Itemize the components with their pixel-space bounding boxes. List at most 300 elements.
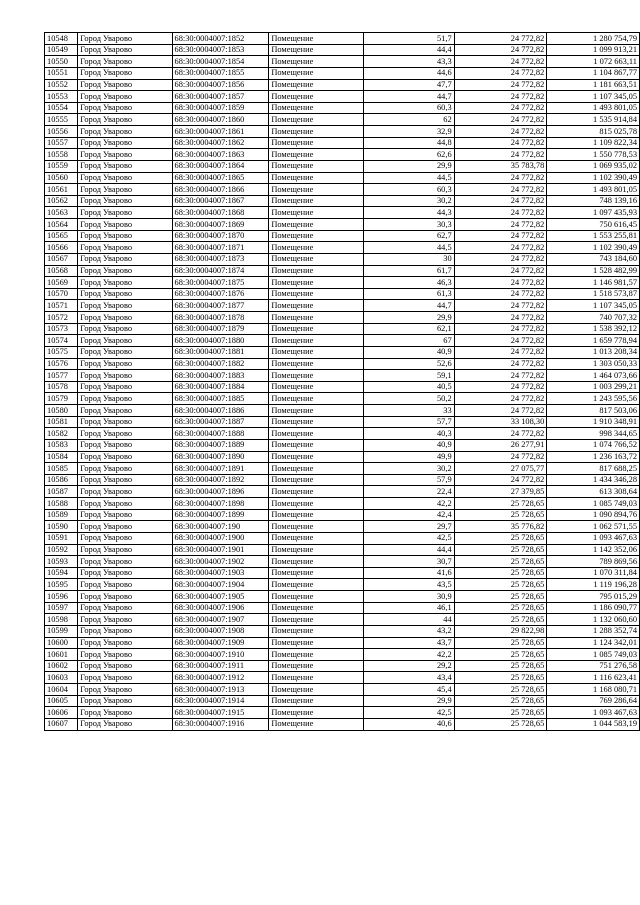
object-type-cell: Помещение [269,579,363,591]
object-type-cell: Помещение [269,33,363,45]
table-row [45,556,640,568]
settlement-cell: Город Уварово [78,370,172,382]
area-cell: 40,3 [363,428,454,440]
cadastral-number-cell: 68:30:0004007:1867 [172,195,269,207]
settlement-cell: Город Уварово [78,637,172,649]
cadastral-number-cell: 68:30:0004007:1854 [172,56,269,68]
row-number-cell: 10553 [45,91,78,103]
specific-value-cell: 24 772,82 [454,102,547,114]
table-row [45,33,640,45]
cadastral-value-cell: 1 142 352,06 [547,544,640,556]
object-type-cell: Помещение [269,160,363,172]
object-type-cell: Помещение [269,521,363,533]
settlement-cell: Город Уварово [78,335,172,347]
object-type-cell: Помещение [269,370,363,382]
specific-value-cell: 25 728,65 [454,660,547,672]
row-number-cell: 10575 [45,346,78,358]
area-cell: 29,9 [363,695,454,707]
row-number-cell: 10607 [45,718,78,730]
area-cell: 42,5 [363,707,454,719]
cadastral-number-cell: 68:30:0004007:1873 [172,253,269,265]
settlement-cell: Город Уварово [78,602,172,614]
specific-value-cell: 24 772,82 [454,67,547,79]
area-cell: 40,9 [363,439,454,451]
cadastral-value-cell: 1 535 914,84 [547,114,640,126]
area-cell: 29,2 [363,660,454,672]
settlement-cell: Город Уварово [78,498,172,510]
cadastral-value-cell: 748 139,16 [547,195,640,207]
specific-value-cell: 25 728,65 [454,498,547,510]
cadastral-value-cell: 1 303 050,33 [547,358,640,370]
cadastral-value-cell: 1 093 467,63 [547,532,640,544]
settlement-cell: Город Уварово [78,405,172,417]
cadastral-value-cell: 1 070 311,84 [547,567,640,579]
object-type-cell: Помещение [269,439,363,451]
row-number-cell: 10587 [45,486,78,498]
settlement-cell: Город Уварово [78,219,172,231]
cadastral-number-cell: 68:30:0004007:1912 [172,672,269,684]
cadastral-value-cell: 817 503,06 [547,405,640,417]
area-cell: 49,9 [363,451,454,463]
object-type-cell: Помещение [269,718,363,730]
cadastral-number-cell: 68:30:0004007:1852 [172,33,269,45]
cadastral-number-cell: 68:30:0004007:1902 [172,556,269,568]
cadastral-number-cell: 68:30:0004007:1889 [172,439,269,451]
table-row [45,67,640,79]
object-type-cell: Помещение [269,474,363,486]
table-row [45,509,640,521]
area-cell: 42,2 [363,498,454,510]
specific-value-cell: 24 772,82 [454,451,547,463]
settlement-cell: Город Уварово [78,625,172,637]
cadastral-value-cell: 1 044 583,19 [547,718,640,730]
table-row [45,602,640,614]
table-row [45,149,640,161]
object-type-cell: Помещение [269,660,363,672]
object-type-cell: Помещение [269,277,363,289]
object-type-cell: Помещение [269,614,363,626]
specific-value-cell: 24 772,82 [454,172,547,184]
specific-value-cell: 24 772,82 [454,44,547,56]
cadastral-value-cell: 1 013 208,34 [547,346,640,358]
settlement-cell: Город Уварово [78,521,172,533]
settlement-cell: Город Уварово [78,126,172,138]
specific-value-cell: 24 772,82 [454,405,547,417]
table-row [45,439,640,451]
cadastral-value-cell: 613 308,64 [547,486,640,498]
row-number-cell: 10551 [45,67,78,79]
cadastral-number-cell: 68:30:0004007:1877 [172,300,269,312]
specific-value-cell: 25 728,65 [454,684,547,696]
specific-value-cell: 35 783,78 [454,160,547,172]
table-row [45,114,640,126]
cadastral-number-cell: 68:30:0004007:1882 [172,358,269,370]
cadastral-value-cell: 1 074 766,52 [547,439,640,451]
area-cell: 30,2 [363,463,454,475]
row-number-cell: 10590 [45,521,78,533]
cadastral-number-cell: 68:30:0004007:1868 [172,207,269,219]
table-row [45,195,640,207]
cadastral-value-cell: 1 124 342,01 [547,637,640,649]
table-row [45,242,640,254]
cadastral-value-cell: 1 280 754,79 [547,33,640,45]
cadastral-number-cell: 68:30:0004007:1860 [172,114,269,126]
cadastral-number-cell: 68:30:0004007:1879 [172,323,269,335]
row-number-cell: 10570 [45,288,78,300]
object-type-cell: Помещение [269,684,363,696]
object-type-cell: Помещение [269,544,363,556]
table-row [45,544,640,556]
table-row [45,253,640,265]
row-number-cell: 10559 [45,160,78,172]
specific-value-cell: 33 108,30 [454,416,547,428]
object-type-cell: Помещение [269,44,363,56]
cadastral-value-cell: 1 243 595,56 [547,393,640,405]
settlement-cell: Город Уварово [78,160,172,172]
object-type-cell: Помещение [269,323,363,335]
cadastral-value-cell: 1 102 390,49 [547,172,640,184]
cadastral-number-cell: 68:30:0004007:1856 [172,79,269,91]
row-number-cell: 10558 [45,149,78,161]
cadastral-value-cell: 1 107 345,05 [547,300,640,312]
specific-value-cell: 24 772,82 [454,207,547,219]
cadastral-number-cell: 68:30:0004007:1880 [172,335,269,347]
settlement-cell: Город Уварово [78,114,172,126]
object-type-cell: Помещение [269,56,363,68]
row-number-cell: 10583 [45,439,78,451]
table-row [45,474,640,486]
row-number-cell: 10561 [45,184,78,196]
table-row [45,428,640,440]
settlement-cell: Город Уварово [78,137,172,149]
cadastral-value-cell: 740 707,32 [547,312,640,324]
cadastral-number-cell: 68:30:0004007:1885 [172,393,269,405]
row-number-cell: 10568 [45,265,78,277]
specific-value-cell: 24 772,82 [454,346,547,358]
object-type-cell: Помещение [269,67,363,79]
cadastral-value-cell: 1 069 935,02 [547,160,640,172]
row-number-cell: 10606 [45,707,78,719]
table-row [45,184,640,196]
cadastral-value-cell: 1 288 352,74 [547,625,640,637]
area-cell: 44,6 [363,67,454,79]
cadastral-value-cell: 1 236 163,72 [547,451,640,463]
cadastral-value-cell: 817 688,25 [547,463,640,475]
row-number-cell: 10586 [45,474,78,486]
settlement-cell: Город Уварово [78,660,172,672]
settlement-cell: Город Уварово [78,451,172,463]
specific-value-cell: 25 728,65 [454,637,547,649]
cadastral-number-cell: 68:30:0004007:1898 [172,498,269,510]
settlement-cell: Город Уварово [78,79,172,91]
object-type-cell: Помещение [269,102,363,114]
cadastral-number-cell: 68:30:0004007:1865 [172,172,269,184]
cadastral-number-cell: 68:30:0004007:1886 [172,405,269,417]
cadastral-value-cell: 1 553 255,81 [547,230,640,242]
table-row [45,532,640,544]
row-number-cell: 10598 [45,614,78,626]
settlement-cell: Город Уварово [78,567,172,579]
object-type-cell: Помещение [269,556,363,568]
table-row [45,684,640,696]
specific-value-cell: 25 728,65 [454,707,547,719]
area-cell: 42,2 [363,649,454,661]
table-row [45,288,640,300]
settlement-cell: Город Уварово [78,323,172,335]
table-row [45,230,640,242]
settlement-cell: Город Уварово [78,288,172,300]
row-number-cell: 10555 [45,114,78,126]
cadastral-value-cell: 1 181 663,51 [547,79,640,91]
settlement-cell: Город Уварово [78,509,172,521]
table-row [45,498,640,510]
table-row [45,160,640,172]
settlement-cell: Город Уварово [78,532,172,544]
cadastral-number-cell: 68:30:0004007:1861 [172,126,269,138]
table-row [45,637,640,649]
object-type-cell: Помещение [269,172,363,184]
settlement-cell: Город Уварово [78,300,172,312]
cadastral-number-cell: 68:30:0004007:1913 [172,684,269,696]
settlement-cell: Город Уварово [78,149,172,161]
object-type-cell: Помещение [269,91,363,103]
row-number-cell: 10581 [45,416,78,428]
specific-value-cell: 35 776,82 [454,521,547,533]
settlement-cell: Город Уварово [78,242,172,254]
settlement-cell: Город Уварово [78,67,172,79]
specific-value-cell: 24 772,82 [454,230,547,242]
area-cell: 29,7 [363,521,454,533]
row-number-cell: 10584 [45,451,78,463]
row-number-cell: 10582 [45,428,78,440]
row-number-cell: 10557 [45,137,78,149]
object-type-cell: Помещение [269,649,363,661]
settlement-cell: Город Уварово [78,265,172,277]
settlement-cell: Город Уварово [78,614,172,626]
area-cell: 22,4 [363,486,454,498]
cadastral-value-cell: 789 869,56 [547,556,640,568]
cadastral-value-cell: 1 464 073,66 [547,370,640,382]
area-cell: 61,7 [363,265,454,277]
row-number-cell: 10564 [45,219,78,231]
specific-value-cell: 24 772,82 [454,370,547,382]
table-row [45,137,640,149]
specific-value-cell: 24 772,82 [454,253,547,265]
row-number-cell: 10552 [45,79,78,91]
object-type-cell: Помещение [269,498,363,510]
cadastral-value-cell: 1 085 749,03 [547,649,640,661]
table-row [45,102,640,114]
cadastral-value-cell: 1 434 346,28 [547,474,640,486]
specific-value-cell: 25 728,65 [454,602,547,614]
area-cell: 67 [363,335,454,347]
cadastral-number-cell: 68:30:0004007:1899 [172,509,269,521]
area-cell: 44,3 [363,207,454,219]
settlement-cell: Город Уварово [78,230,172,242]
object-type-cell: Помещение [269,219,363,231]
table-row [45,381,640,393]
cadastral-value-cell: 743 184,60 [547,253,640,265]
row-number-cell: 10580 [45,405,78,417]
settlement-cell: Город Уварово [78,695,172,707]
settlement-cell: Город Уварово [78,33,172,45]
specific-value-cell: 24 772,82 [454,91,547,103]
specific-value-cell: 24 772,82 [454,149,547,161]
specific-value-cell: 24 772,82 [454,277,547,289]
area-cell: 32,9 [363,126,454,138]
settlement-cell: Город Уварово [78,684,172,696]
specific-value-cell: 25 728,65 [454,509,547,521]
object-type-cell: Помещение [269,79,363,91]
cadastral-number-cell: 68:30:0004007:1862 [172,137,269,149]
cadastral-number-cell: 68:30:0004007:1909 [172,637,269,649]
specific-value-cell: 25 728,65 [454,695,547,707]
row-number-cell: 10578 [45,381,78,393]
cadastral-number-cell: 68:30:0004007:1853 [172,44,269,56]
settlement-cell: Город Уварово [78,277,172,289]
cadastral-number-cell: 68:30:0004007:1891 [172,463,269,475]
settlement-cell: Город Уварово [78,184,172,196]
area-cell: 43,7 [363,637,454,649]
object-type-cell: Помещение [269,672,363,684]
object-type-cell: Помещение [269,428,363,440]
settlement-cell: Город Уварово [78,102,172,114]
cadastral-value-cell: 1 062 571,55 [547,521,640,533]
cadastral-value-cell: 1 538 392,12 [547,323,640,335]
cadastral-number-cell: 68:30:0004007:1900 [172,532,269,544]
cadastral-value-cell: 1 104 867,77 [547,67,640,79]
area-cell: 52,6 [363,358,454,370]
object-type-cell: Помещение [269,242,363,254]
specific-value-cell: 24 772,82 [454,79,547,91]
cadastral-number-cell: 68:30:0004007:1870 [172,230,269,242]
settlement-cell: Город Уварово [78,56,172,68]
settlement-cell: Город Уварово [78,44,172,56]
specific-value-cell: 25 728,65 [454,718,547,730]
row-number-cell: 10573 [45,323,78,335]
cadastral-value-cell: 750 616,45 [547,219,640,231]
specific-value-cell: 25 728,65 [454,614,547,626]
area-cell: 42,5 [363,532,454,544]
specific-value-cell: 25 728,65 [454,672,547,684]
specific-value-cell: 24 772,82 [454,288,547,300]
cadastral-number-cell: 68:30:0004007:1863 [172,149,269,161]
settlement-cell: Город Уварово [78,381,172,393]
table-row [45,579,640,591]
cadastral-value-cell: 1 493 801,05 [547,102,640,114]
cadastral-value-cell: 1 085 749,03 [547,498,640,510]
cadastral-number-cell: 68:30:0004007:1908 [172,625,269,637]
area-cell: 57,7 [363,416,454,428]
settlement-cell: Город Уварово [78,591,172,603]
row-number-cell: 10554 [45,102,78,114]
cadastral-number-cell: 68:30:0004007:1875 [172,277,269,289]
table-row [45,625,640,637]
cadastral-number-cell: 68:30:0004007:190 [172,521,269,533]
row-number-cell: 10597 [45,602,78,614]
area-cell: 44,5 [363,242,454,254]
cadastral-value-cell: 1 090 894,76 [547,509,640,521]
cadastral-number-cell: 68:30:0004007:1915 [172,707,269,719]
object-type-cell: Помещение [269,126,363,138]
settlement-cell: Город Уварово [78,463,172,475]
table-row [45,567,640,579]
area-cell: 44,5 [363,172,454,184]
specific-value-cell: 29 822,98 [454,625,547,637]
object-type-cell: Помещение [269,393,363,405]
area-cell: 62,6 [363,149,454,161]
table-row [45,300,640,312]
cadastral-number-cell: 68:30:0004007:1881 [172,346,269,358]
area-cell: 30,9 [363,591,454,603]
settlement-cell: Город Уварово [78,556,172,568]
settlement-cell: Город Уварово [78,195,172,207]
area-cell: 60,3 [363,102,454,114]
cadastral-number-cell: 68:30:0004007:1905 [172,591,269,603]
cadastral-number-cell: 68:30:0004007:1866 [172,184,269,196]
cadastral-number-cell: 68:30:0004007:1855 [172,67,269,79]
settlement-cell: Город Уварово [78,486,172,498]
table-row [45,219,640,231]
cadastral-number-cell: 68:30:0004007:1892 [172,474,269,486]
cadastral-value-cell: 1 186 090,77 [547,602,640,614]
cadastral-number-cell: 68:30:0004007:1907 [172,614,269,626]
specific-value-cell: 24 772,82 [454,393,547,405]
specific-value-cell: 26 277,91 [454,439,547,451]
settlement-cell: Город Уварово [78,718,172,730]
cadastral-value-cell: 1 659 778,94 [547,335,640,347]
cadastral-number-cell: 68:30:0004007:1888 [172,428,269,440]
cadastral-number-cell: 68:30:0004007:1911 [172,660,269,672]
settlement-cell: Город Уварово [78,416,172,428]
area-cell: 30,2 [363,195,454,207]
row-number-cell: 10577 [45,370,78,382]
specific-value-cell: 24 772,82 [454,56,547,68]
row-number-cell: 10571 [45,300,78,312]
area-cell: 44,4 [363,544,454,556]
specific-value-cell: 25 728,65 [454,567,547,579]
table-row [45,370,640,382]
area-cell: 44,8 [363,137,454,149]
cadastral-value-cell: 998 344,65 [547,428,640,440]
specific-value-cell: 24 772,82 [454,358,547,370]
area-cell: 44,7 [363,300,454,312]
object-type-cell: Помещение [269,265,363,277]
cadastral-value-cell: 751 276,58 [547,660,640,672]
row-number-cell: 10550 [45,56,78,68]
row-number-cell: 10556 [45,126,78,138]
specific-value-cell: 24 772,82 [454,312,547,324]
table-row [45,707,640,719]
cadastral-number-cell: 68:30:0004007:1884 [172,381,269,393]
area-cell: 51,7 [363,33,454,45]
row-number-cell: 10565 [45,230,78,242]
object-type-cell: Помещение [269,532,363,544]
specific-value-cell: 24 772,82 [454,184,547,196]
settlement-cell: Город Уварово [78,579,172,591]
cadastral-number-cell: 68:30:0004007:1874 [172,265,269,277]
cadastral-value-cell: 815 025,78 [547,126,640,138]
table-row [45,463,640,475]
table-row [45,451,640,463]
specific-value-cell: 24 772,82 [454,381,547,393]
table-row [45,358,640,370]
area-cell: 43,2 [363,625,454,637]
row-number-cell: 10572 [45,312,78,324]
cadastral-value-cell: 1 146 981,57 [547,277,640,289]
object-type-cell: Помещение [269,625,363,637]
area-cell: 30,7 [363,556,454,568]
